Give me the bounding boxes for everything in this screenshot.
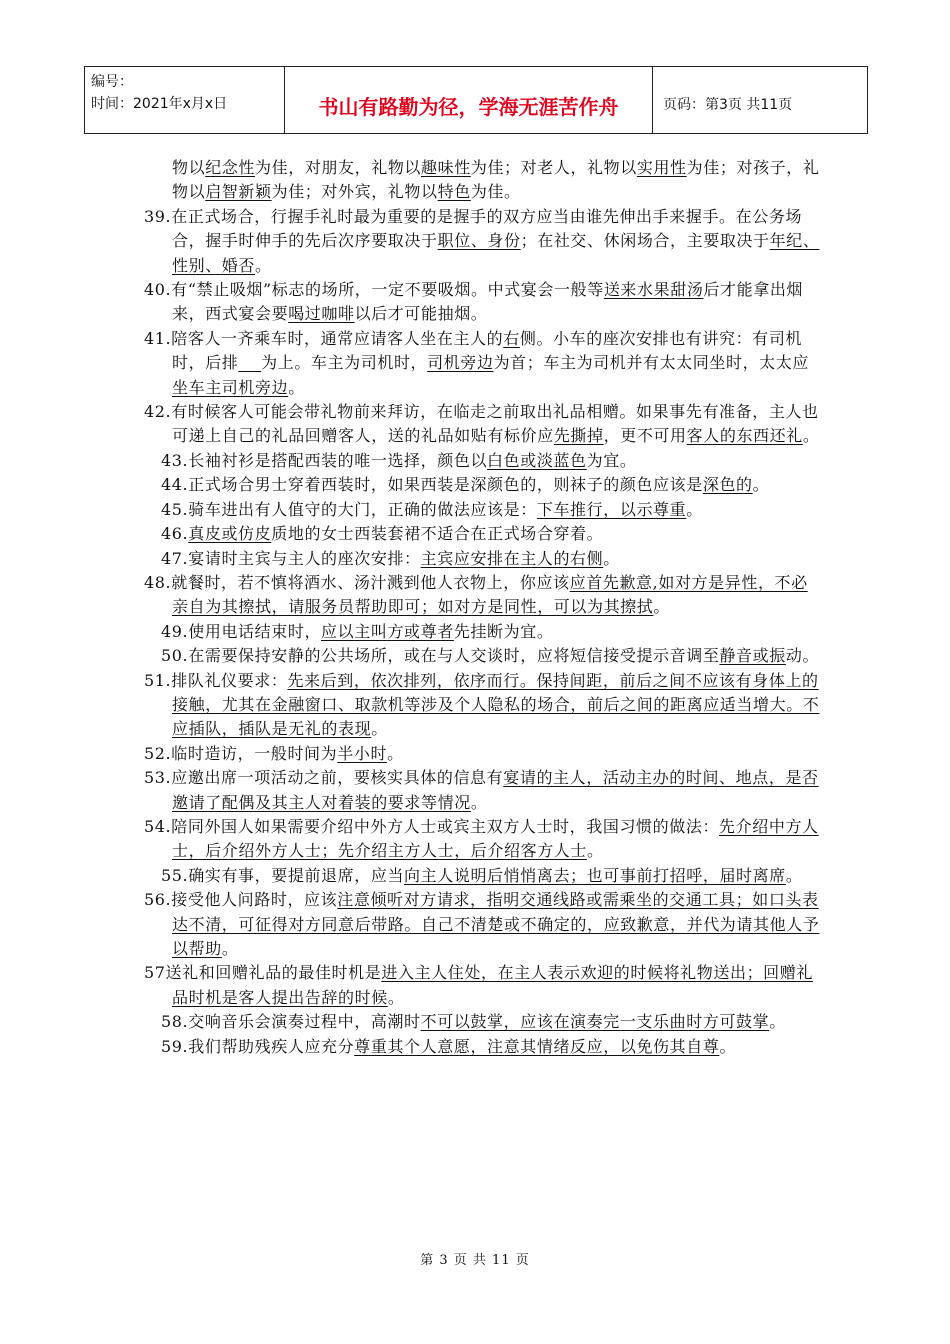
answer-text: 纪念性 — [205, 158, 256, 177]
answer-text: 真皮或仿皮 — [188, 524, 272, 544]
question-text: 56.接受他人问路时，应该 — [144, 890, 338, 910]
question-text: 。 — [387, 987, 405, 1007]
question-text: 58.交响音乐会演奏过程中，高潮时 — [161, 1012, 421, 1032]
question-text: 为佳；对外宾，礼物以 — [271, 182, 438, 202]
answer-text: 客人的东西还礼 — [686, 426, 803, 446]
question-text: ；在社交、休闲场合，主要取决于 — [520, 231, 770, 251]
question-text: 后才能拿出烟来，西式宴会要 — [172, 280, 804, 324]
answer-text: 右 — [503, 328, 520, 348]
answer-text: 应首先歉意,如对方是异性，不必亲自为其擦拭，请服务员帮助即可；如对方是同性，可以为其擦拭 — [172, 572, 808, 617]
question-text: 57送礼和回赠礼品的最佳时机是 — [144, 963, 382, 983]
list-item-42 — [144, 400, 824, 449]
answer-text: 尊重其个人意愿，注意其情绪反应，以免伤其自尊 — [354, 1036, 720, 1056]
question-text: 47.宴请时主宾与主人的座次安排： — [161, 548, 421, 568]
list-item-43 — [144, 449, 824, 473]
list-item-58 — [144, 1010, 824, 1034]
answer-text: 年纪、性别、婚否 — [172, 231, 820, 275]
list-item-46 — [144, 522, 824, 546]
question-text: 为首；车主为司机并有太太同坐时，太太应 — [493, 353, 809, 373]
question-text: 。 — [470, 792, 488, 812]
list-item-54 — [144, 815, 824, 864]
question-text: ，更不可用 — [603, 426, 687, 446]
question-text: 51.排队礼仪要求： — [144, 670, 288, 690]
answer-text: 深色的 — [702, 475, 753, 495]
header-page-info: 页码：第3页 共11页 — [663, 97, 793, 113]
answer-text: 进入主人住处，在主人表示欢迎的时候将礼物送出；回赠礼品时机是客人提出告辞的时候 — [172, 963, 813, 1007]
question-text: 先挂断为宜。 — [453, 621, 554, 641]
question-text: 。 — [752, 475, 770, 495]
question-text: 44.正式场合男士穿着西装时，如果西装是深颜色的，则袜子的颜色应该是 — [161, 475, 703, 495]
question-text: 54.陪同外国人如果需要介绍中外方人士或宾主双方人士时，我国习惯的做法： — [144, 816, 720, 836]
list-item-40 — [144, 278, 824, 327]
list-item-continued — [144, 156, 824, 205]
question-text: 。 — [387, 743, 404, 763]
question-text: 。 — [719, 1036, 737, 1056]
question-text: 。 — [785, 865, 803, 885]
question-text: 41.陪客人一齐乘车时，通常应请客人坐在主人的 — [144, 328, 504, 348]
question-text: 为佳；对孩子，礼物以 — [172, 158, 820, 202]
question-text: 。 — [288, 377, 305, 397]
answer-text: 启智新颖 — [205, 182, 272, 202]
list-item-41 — [144, 327, 824, 400]
question-text: 45.骑车进出有人值守的大门，正确的做法应该是： — [161, 499, 537, 519]
list-item-45 — [144, 498, 824, 522]
list-item-56 — [144, 888, 824, 961]
question-text: 以后才可能抽烟。 — [354, 304, 488, 324]
list-item-50 — [144, 644, 824, 668]
question-text: 。 — [221, 939, 239, 958]
question-text: 43.长袖衬衫是搭配西装的唯一选择，颜色以 — [161, 450, 488, 470]
list-item-53 — [144, 766, 824, 815]
question-text: 。 — [686, 499, 703, 519]
answer-text: 注意倾听对方请求，指明交通线路或需乘坐的交通工具；如口头表达不清，可征得对方同意后带路。自己不清楚或不确定的，应致歉意，并代为请其他人予以帮助 — [172, 890, 820, 958]
answer-text: 坐车主司机旁边 — [172, 377, 289, 397]
header-meta — [85, 67, 285, 133]
page-footer: 第 3 页 共 11 页 — [420, 1253, 530, 1268]
answer-text: 静音或振 — [719, 646, 786, 666]
question-text: 为佳，对朋友，礼物以 — [255, 158, 422, 177]
answer-text: 趣味性 — [421, 158, 471, 177]
answer-text: 喝过咖啡 — [288, 304, 355, 324]
list-item-57 — [144, 961, 824, 1010]
list-item-48 — [144, 571, 824, 620]
question-text: 动。 — [785, 646, 820, 666]
question-text: 为宜。 — [586, 450, 637, 470]
answer-text: 特色 — [437, 182, 471, 202]
list-item-39 — [144, 205, 824, 278]
answer-text: 半小时 — [337, 743, 388, 763]
question-text: 59.我们帮助残疾人应充分 — [161, 1036, 355, 1056]
list-item-44 — [144, 473, 824, 497]
list-item-55 — [144, 864, 824, 888]
question-text: 46. — [161, 524, 189, 544]
question-text: 。 — [255, 255, 272, 275]
question-text: 为佳。 — [470, 182, 521, 202]
time-label: 时间：2021年x月x日 — [91, 96, 228, 112]
answer-text: 白色或淡蓝色 — [487, 450, 587, 470]
answer-text — [238, 353, 261, 372]
header-motto: 书山有路勤为径，学海无涯苦作舟 — [285, 67, 653, 133]
answer-text: 先撕掉 — [553, 426, 604, 446]
question-text: 。 — [587, 841, 604, 861]
question-text: 39.在正式场合，行握手礼时最为重要的是握手的双方应当由谁先伸出手来握手。在公务场合，握手时伸手的先后次序要取决于 — [144, 206, 803, 251]
question-text: 53.应邀出席一项活动之前，要核实具体的信息有 — [144, 768, 504, 788]
question-text: 50.在需要保持安静的公共场所，或在与人交谈时，应将短信接受提示音调至 — [161, 646, 720, 666]
answer-text: 先介绍中方人士，后介绍外方人士；先介绍主方人士，后介绍客方人士 — [172, 816, 819, 861]
answer-text: 向主人说明后悄悄离去；也可事前打招呼，届时离席 — [404, 865, 786, 885]
answer-text: 宴请的主人，活动主办的时间、地点，是否邀请了配偶及其主人对着装的要求等情况 — [172, 768, 819, 812]
question-text: 侧。小车的座次安排也有讲究：有司机时，后排 — [172, 328, 803, 373]
page-header — [84, 66, 868, 134]
list-item-47 — [144, 547, 824, 571]
answer-text: 职位、身份 — [437, 231, 521, 251]
question-text: 为上。车主为司机时， — [261, 353, 428, 373]
question-text: 质地的女士西装套裙不适合在正式场合穿着。 — [271, 524, 604, 544]
question-text: 。 — [769, 1012, 786, 1032]
answer-text: 不可以鼓掌，应该在演奏完一支乐曲时方可鼓掌 — [420, 1012, 770, 1032]
question-text: 55.确实有事，要提前退席，应当 — [161, 865, 405, 885]
answer-text: 先来后到，依次排列，依序而行。保持间距，前后之间不应该有身体上的接触，尤其在金融窗口、取款机等涉及个人隐私的场合，前后之间的距离应适当增大。不应插队，插队是无礼的表现 — [172, 670, 820, 739]
question-text: 40.有“禁止吸烟”标志的场所，一定不要吸烟。中式宴会一般等 — [144, 280, 604, 300]
list-item-49 — [144, 620, 824, 644]
answer-text: 司机旁边 — [427, 353, 494, 373]
question-text: 。 — [802, 426, 820, 446]
answer-text: 主宾应安排在主人的右侧 — [420, 548, 604, 568]
answer-text: 实用性 — [636, 158, 687, 177]
list-item-52 — [144, 742, 824, 766]
list-item-51 — [144, 669, 824, 742]
number-label: 编号： — [91, 74, 133, 90]
answer-text: 送来水果甜汤 — [603, 280, 704, 300]
question-text: 48.就餐时，若不慎将酒水、汤汁溅到他人衣物上，你应该 — [144, 572, 570, 592]
question-text: 49.使用电话结束时， — [161, 621, 322, 641]
question-text: 。 — [603, 548, 620, 568]
list-item-59 — [144, 1035, 824, 1059]
question-text: 42.有时候客人可能会带礼物前来拜访，在临走之前取出礼品相赠。如果事先有准备，主人也可递上自己的礼品回赠客人，送的礼品如贴有标价应 — [144, 402, 819, 446]
question-text: 。 — [371, 719, 388, 739]
question-text: 物以 — [172, 158, 206, 177]
document-body — [144, 156, 824, 1059]
question-text: 为佳；对老人，礼物以 — [470, 158, 637, 177]
answer-text: 应以主叫方或尊者 — [321, 621, 454, 641]
answer-text: 下车推行，以示尊重 — [536, 499, 687, 519]
question-text: 52.临时造访，一般时间为 — [144, 743, 338, 763]
question-text: 。 — [653, 597, 671, 617]
